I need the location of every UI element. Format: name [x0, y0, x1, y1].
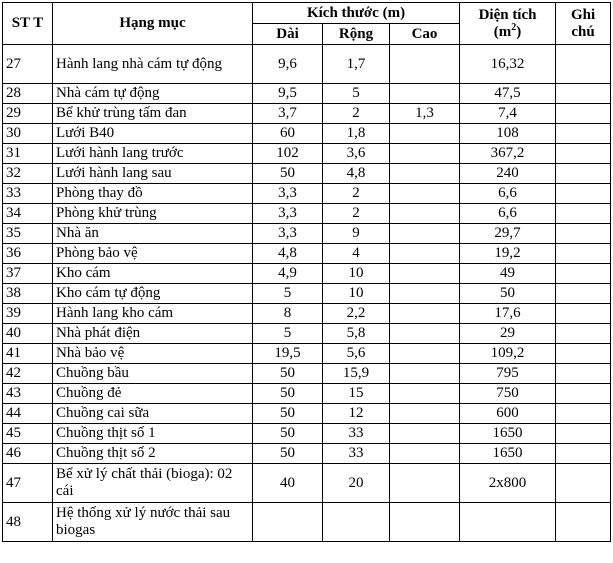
row-height — [390, 244, 460, 264]
row-stt: 31 — [3, 144, 53, 164]
row-width: 2 — [323, 204, 390, 224]
row-length: 50 — [253, 424, 323, 444]
row-height — [390, 144, 460, 164]
row-stt: 34 — [3, 204, 53, 224]
table-row — [3, 104, 611, 124]
row-height — [390, 324, 460, 344]
row-height — [390, 264, 460, 284]
row-height — [390, 444, 460, 464]
row-area: 50 — [460, 284, 556, 304]
row-height — [390, 84, 460, 104]
row-note — [556, 45, 611, 84]
row-stt: 37 — [3, 264, 53, 284]
row-name: Nhà bảo vệ — [53, 344, 253, 364]
row-area: 109,2 — [460, 344, 556, 364]
row-note — [556, 224, 611, 244]
row-stt: 33 — [3, 184, 53, 204]
row-name: Chuồng thịt số 2 — [53, 444, 253, 464]
row-note — [556, 264, 611, 284]
row-name: Hệ thống xử lý nước thải sau biogas — [53, 503, 253, 542]
table-row — [3, 304, 611, 324]
row-area: 7,4 — [460, 104, 556, 124]
row-height — [390, 164, 460, 184]
row-stt: 30 — [3, 124, 53, 144]
row-width: 3,6 — [323, 144, 390, 164]
row-area: 19,2 — [460, 244, 556, 264]
row-length: 40 — [253, 464, 323, 503]
row-name: Bể xử lý chất thải (bioga): 02 cái — [53, 464, 253, 503]
row-note — [556, 444, 611, 464]
row-length: 19,5 — [253, 344, 323, 364]
row-area: 108 — [460, 124, 556, 144]
row-area: 49 — [460, 264, 556, 284]
row-height — [390, 364, 460, 384]
row-stt: 48 — [3, 503, 53, 542]
row-note — [556, 324, 611, 344]
row-note — [556, 104, 611, 124]
row-note — [556, 344, 611, 364]
row-stt: 47 — [3, 464, 53, 503]
row-name: Hành lang nhà cám tự động — [53, 45, 253, 84]
row-note — [556, 464, 611, 503]
row-length: 4,9 — [253, 264, 323, 284]
row-name: Lưới B40 — [53, 124, 253, 144]
row-area: 16,32 — [460, 45, 556, 84]
row-name: Nhà cám tự động — [53, 84, 253, 104]
row-length: 8 — [253, 304, 323, 324]
table-row — [3, 364, 611, 384]
row-name: Lưới hành lang trước — [53, 144, 253, 164]
row-length — [253, 503, 323, 542]
row-width: 12 — [323, 404, 390, 424]
row-area: 2x800 — [460, 464, 556, 503]
row-height — [390, 503, 460, 542]
row-area: 367,2 — [460, 144, 556, 164]
row-area: 600 — [460, 404, 556, 424]
row-stt: 28 — [3, 84, 53, 104]
row-area: 47,5 — [460, 84, 556, 104]
row-height — [390, 204, 460, 224]
row-height — [390, 45, 460, 84]
row-name: Nhà ăn — [53, 224, 253, 244]
header-stt: ST T — [3, 3, 53, 45]
table-row — [3, 464, 611, 503]
table-row — [3, 45, 611, 84]
row-note — [556, 164, 611, 184]
row-length: 3,3 — [253, 224, 323, 244]
row-height: 1,3 — [390, 104, 460, 124]
row-stt: 46 — [3, 444, 53, 464]
row-height — [390, 464, 460, 503]
table-row — [3, 264, 611, 284]
row-height — [390, 184, 460, 204]
table-row — [3, 204, 611, 224]
row-width: 15 — [323, 384, 390, 404]
row-width: 5,8 — [323, 324, 390, 344]
row-length: 5 — [253, 324, 323, 344]
row-stt: 36 — [3, 244, 53, 264]
row-width: 2 — [323, 104, 390, 124]
row-area: 795 — [460, 364, 556, 384]
table-row — [3, 284, 611, 304]
header-area-label: Diện tích — [478, 6, 537, 23]
row-width: 2,2 — [323, 304, 390, 324]
row-width: 2 — [323, 184, 390, 204]
row-note — [556, 384, 611, 404]
row-note — [556, 124, 611, 144]
row-length: 9,5 — [253, 84, 323, 104]
row-name: Bể khử trùng tấm đan — [53, 104, 253, 124]
items-table — [2, 2, 611, 542]
row-note — [556, 424, 611, 444]
row-name: Phòng thay đồ — [53, 184, 253, 204]
row-width: 15,9 — [323, 364, 390, 384]
row-area: 29,7 — [460, 224, 556, 244]
table-row — [3, 384, 611, 404]
row-width: 1,8 — [323, 124, 390, 144]
row-length: 4,8 — [253, 244, 323, 264]
row-area: 29 — [460, 324, 556, 344]
row-note — [556, 404, 611, 424]
row-area — [460, 503, 556, 542]
table-row — [3, 224, 611, 244]
table-row — [3, 124, 611, 144]
row-width: 4,8 — [323, 164, 390, 184]
row-height — [390, 344, 460, 364]
table-row — [3, 144, 611, 164]
table-row — [3, 164, 611, 184]
table-row — [3, 324, 611, 344]
row-height — [390, 304, 460, 324]
header-height: Cao — [390, 24, 460, 45]
row-area: 6,6 — [460, 184, 556, 204]
row-length: 50 — [253, 384, 323, 404]
header-area-unit-suffix: ) — [516, 23, 522, 40]
row-note — [556, 144, 611, 164]
row-stt: 40 — [3, 324, 53, 344]
table-row — [3, 244, 611, 264]
row-name: Hành lang kho cám — [53, 304, 253, 324]
row-width: 10 — [323, 284, 390, 304]
row-stt: 43 — [3, 384, 53, 404]
row-note — [556, 184, 611, 204]
row-area: 240 — [460, 164, 556, 184]
row-name: Chuồng thịt số 1 — [53, 424, 253, 444]
table-row — [3, 344, 611, 364]
row-area: 1650 — [460, 444, 556, 464]
row-height — [390, 384, 460, 404]
row-stt: 44 — [3, 404, 53, 424]
row-length: 60 — [253, 124, 323, 144]
row-stt: 27 — [3, 45, 53, 84]
header-area-unit — [493, 21, 522, 40]
row-note — [556, 244, 611, 264]
row-height — [390, 284, 460, 304]
row-width: 5 — [323, 84, 390, 104]
row-length: 3,3 — [253, 204, 323, 224]
row-length: 102 — [253, 144, 323, 164]
row-stt: 29 — [3, 104, 53, 124]
row-name: Nhà phát điện — [53, 324, 253, 344]
row-area: 750 — [460, 384, 556, 404]
row-stt: 39 — [3, 304, 53, 324]
row-stt: 32 — [3, 164, 53, 184]
row-note — [556, 304, 611, 324]
row-area: 6,6 — [460, 204, 556, 224]
row-width: 5,6 — [323, 344, 390, 364]
header-width: Rộng — [323, 24, 390, 45]
header-area — [460, 3, 556, 45]
row-name: Chuồng đẻ — [53, 384, 253, 404]
row-width — [323, 503, 390, 542]
row-name: Phòng bảo vệ — [53, 244, 253, 264]
table-row — [3, 424, 611, 444]
header-area-unit-exponent: 2 — [511, 21, 517, 33]
table-row — [3, 184, 611, 204]
row-height — [390, 224, 460, 244]
row-area: 17,6 — [460, 304, 556, 324]
header-note: Ghi chú — [556, 3, 611, 45]
row-stt: 45 — [3, 424, 53, 444]
row-name: Chuồng bầu — [53, 364, 253, 384]
row-width: 4 — [323, 244, 390, 264]
row-length: 50 — [253, 364, 323, 384]
row-note — [556, 503, 611, 542]
row-height — [390, 424, 460, 444]
row-width: 20 — [323, 464, 390, 503]
row-height — [390, 404, 460, 424]
row-name: Kho cám — [53, 264, 253, 284]
table-row — [3, 503, 611, 542]
row-length: 3,7 — [253, 104, 323, 124]
row-height — [390, 124, 460, 144]
header-dimensions: Kích thước (m) — [253, 3, 460, 24]
row-note — [556, 84, 611, 104]
header-area-unit-prefix: (m — [493, 23, 512, 40]
row-stt: 42 — [3, 364, 53, 384]
row-width: 33 — [323, 424, 390, 444]
row-note — [556, 284, 611, 304]
row-width: 9 — [323, 224, 390, 244]
row-name: Phòng khử trùng — [53, 204, 253, 224]
row-note — [556, 364, 611, 384]
row-area: 1650 — [460, 424, 556, 444]
table-row — [3, 84, 611, 104]
row-width: 10 — [323, 264, 390, 284]
table-row — [3, 404, 611, 424]
row-name: Kho cám tự động — [53, 284, 253, 304]
row-length: 9,6 — [253, 45, 323, 84]
row-name: Lưới hành lang sau — [53, 164, 253, 184]
row-width: 33 — [323, 444, 390, 464]
row-length: 50 — [253, 444, 323, 464]
row-stt: 41 — [3, 344, 53, 364]
table-row — [3, 444, 611, 464]
header-length: Dài — [253, 24, 323, 45]
row-note — [556, 204, 611, 224]
row-name: Chuồng cai sữa — [53, 404, 253, 424]
row-stt: 38 — [3, 284, 53, 304]
row-stt: 35 — [3, 224, 53, 244]
row-length: 3,3 — [253, 184, 323, 204]
header-row-1 — [3, 3, 611, 24]
row-width: 1,7 — [323, 45, 390, 84]
header-item: Hạng mục — [53, 3, 253, 45]
row-length: 5 — [253, 284, 323, 304]
row-length: 50 — [253, 164, 323, 184]
row-length: 50 — [253, 404, 323, 424]
